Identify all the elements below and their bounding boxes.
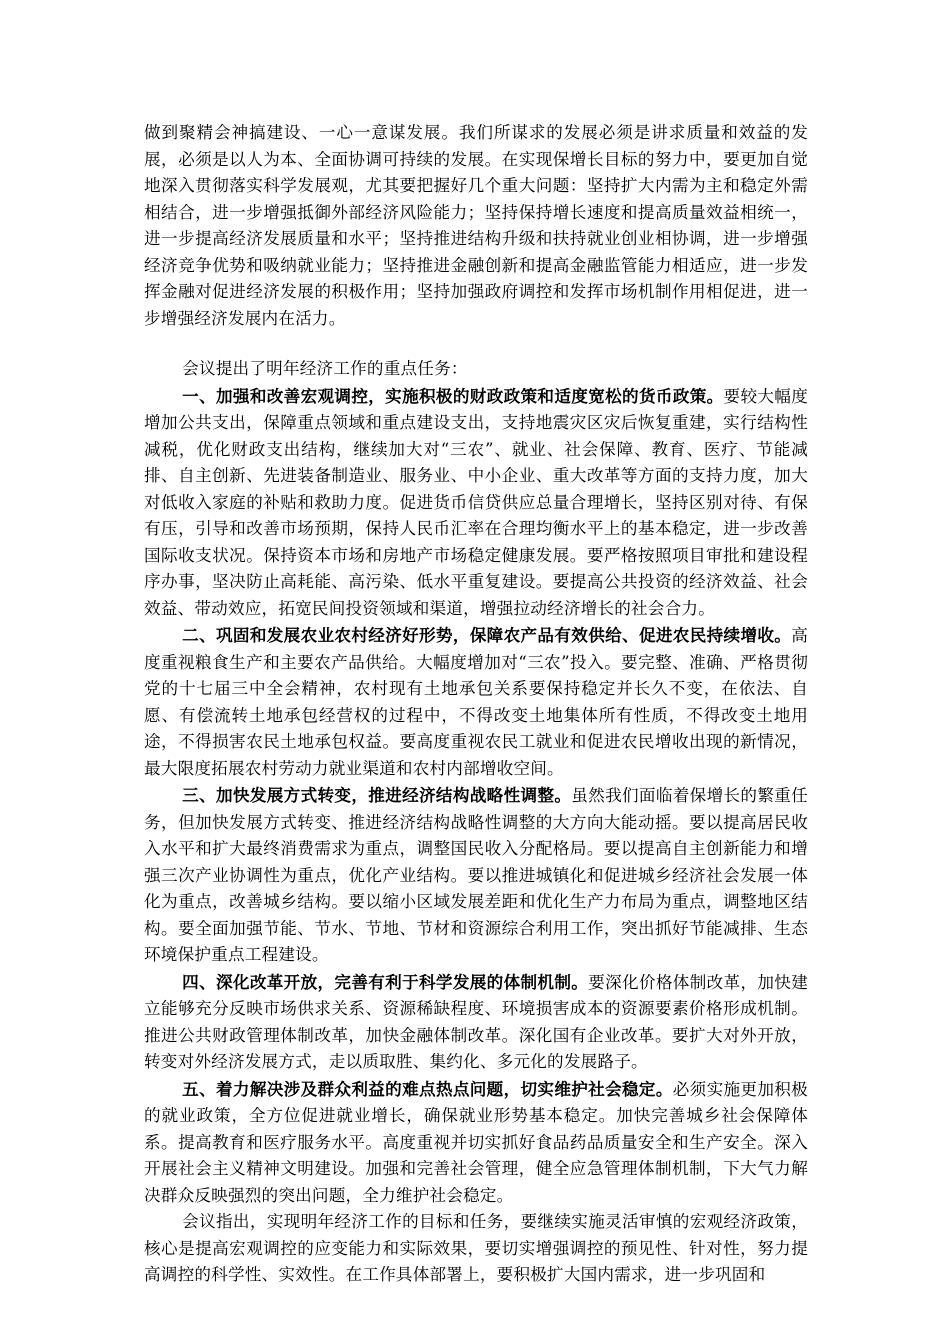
task-body-2: 高度重视粮食生产和主要农产品供给。大幅度增加对“三农”投入。要完整、准确、严格贯彻党的十七届三中全会精神，农村现有土地承包关系要保持稳定并长久不变，在依法、自愿、有偿流转土地承包经营权的过程中，不得改变土地集体所有性质，不得改变土地用途，不得损害农民土地承包权益。要高度重视农民工就业和促进农民增收出现的新情况，最大限度拓展农村劳动力就业渠道和农村内部增收空间。	[144, 626, 808, 778]
task-body-5: 必须实施更加积极的就业政策，全方位促进就业增长，确保就业形势基本稳定。加快完善城乡社会保障体系。提高教育和医疗服务水平。高度重视并切实抓好食品药品质量安全和生产安全。深入开展社会主义精神文明建设。加强和完善社会管理，健全应急管理体制机制，下大气力解决群众反映强烈的突出问题，全力维护社会稳定。	[144, 1079, 808, 1205]
closing-paragraph: 会议指出，实现明年经济工作的目标和任务，要继续实施灵活审慎的宏观经济政策，核心是提高宏观调控的应变能力和实际效果，要切实增强调控的预见性、针对性，努力提高调控的科学性、实效性。在工作具体部署上，要积极扩大国内需求，进一步巩固和	[144, 1212, 808, 1284]
task-paragraph-3	[144, 782, 808, 969]
paragraph-spacer	[144, 332, 808, 356]
task-body-4: 要深化价格体制改革，加快建立能够充分反映市场供求关系、资源稀缺程度、环境损害成本的资源要素价格形成机制。推进公共财政管理体制改革，加快金融体制改革。深化国有企业改革。要扩大对外开放，转变对外经济发展方式，走以质取胜、集约化、多元化的发展路子。	[144, 972, 808, 1071]
task-body-3: 虽然我们面临着保增长的繁重任务，但加快发展方式转变、推进经济结构战略性调整的大方向大能动摇。要以提高居民收入水平和扩大最终消费需求为重点，调整国民收入分配格局。要以提高自主创新能力和增强三次产业协调性为重点，优化产业结构。要以推进城镇化和促进城乡经济社会发展一体化为重点，改善城乡结构。要以缩小区域发展差距和优化生产力布局为重点，调整地区结构。要全面加强节能、节水、节地、节材和资源综合利用工作，突出抓好节能减排、生态环境保护重点工程建设。	[144, 786, 808, 964]
tasks-intro: 会议提出了明年经济工作的重点任务：	[182, 359, 468, 378]
task-body-1: 要较大幅度增加公共支出，保障重点领域和重点建设支出，支持地震灾区灾后恢复重建，实行结构性减税，优化财政支出结构，继续加大对“三农”、就业、社会保障、教育、医疗、节能减排、自主创新、先进装备制造业、服务业、中小企业、重大改革等方面的支持力度，加大对低收入家庭的补贴和救助力度。促进货币信贷供应总量合理增长，坚持区别对待、有保有压，引导和改善市场预期，保持人民币汇率在合理均衡水平上的基本稳定，进一步改善国际收支状况。保持资本市场和房地产市场稳定健康发展。要严格按照项目审批和建设程序办事，坚决防止高耗能、高污染、低水平重复建设。要提高公共投资的经济效益、社会效益、带动效应，拓宽民间投资领域和渠道，增强拉动经济增长的社会合力。	[144, 386, 808, 618]
task-heading-1: 一、加强和改善宏观调控，实施积极的财政政策和适度宽松的货币政策。	[182, 385, 724, 406]
task-heading-2: 二、巩固和发展农业农村经济好形势，保障农产品有效供给、促进农民持续增收。	[182, 625, 792, 645]
task-paragraph-2	[144, 622, 808, 782]
task-heading-5: 五、着力解决涉及群众利益的难点热点问题，切实维护社会稳定。	[182, 1078, 673, 1099]
task-paragraph-1	[144, 383, 808, 623]
intro-paragraph: 做到聚精会神搞建设、一心一意谋发展。我们所谋求的发展必须是讲求质量和效益的发展，必须是以人为本、全面协调可持续的发展。在实现保增长目标的努力中，要更加自觉地深入贯彻落实科学发展观，尤其要把握好几个重大问题：坚持扩大内需为主和稳定外需相结合，进一步增强抵御外部经济风险能力；坚持保持增长速度和提高质量效益相统一，进一步提高经济发展质量和水平；坚持推进结构升级和扶持就业创业相协调，进一步增强经济竞争优势和吸纳就业能力；坚持推进金融创新和提高金融监管能力相适应，进一步发挥金融对促进经济发展的积极作用；坚持加强政府调控和发挥市场机制作用相促进，进一步增强经济发展内在活力。	[144, 123, 808, 328]
task-paragraph-4	[144, 969, 808, 1076]
task-heading-3: 三、加快发展方式转变，推进经济结构战略性调整。	[182, 785, 572, 805]
task-heading-4: 四、深化改革开放，完善有利于科学发展的体制机制。	[182, 971, 589, 992]
document-page	[144, 120, 808, 1289]
task-paragraph-5	[144, 1076, 808, 1210]
